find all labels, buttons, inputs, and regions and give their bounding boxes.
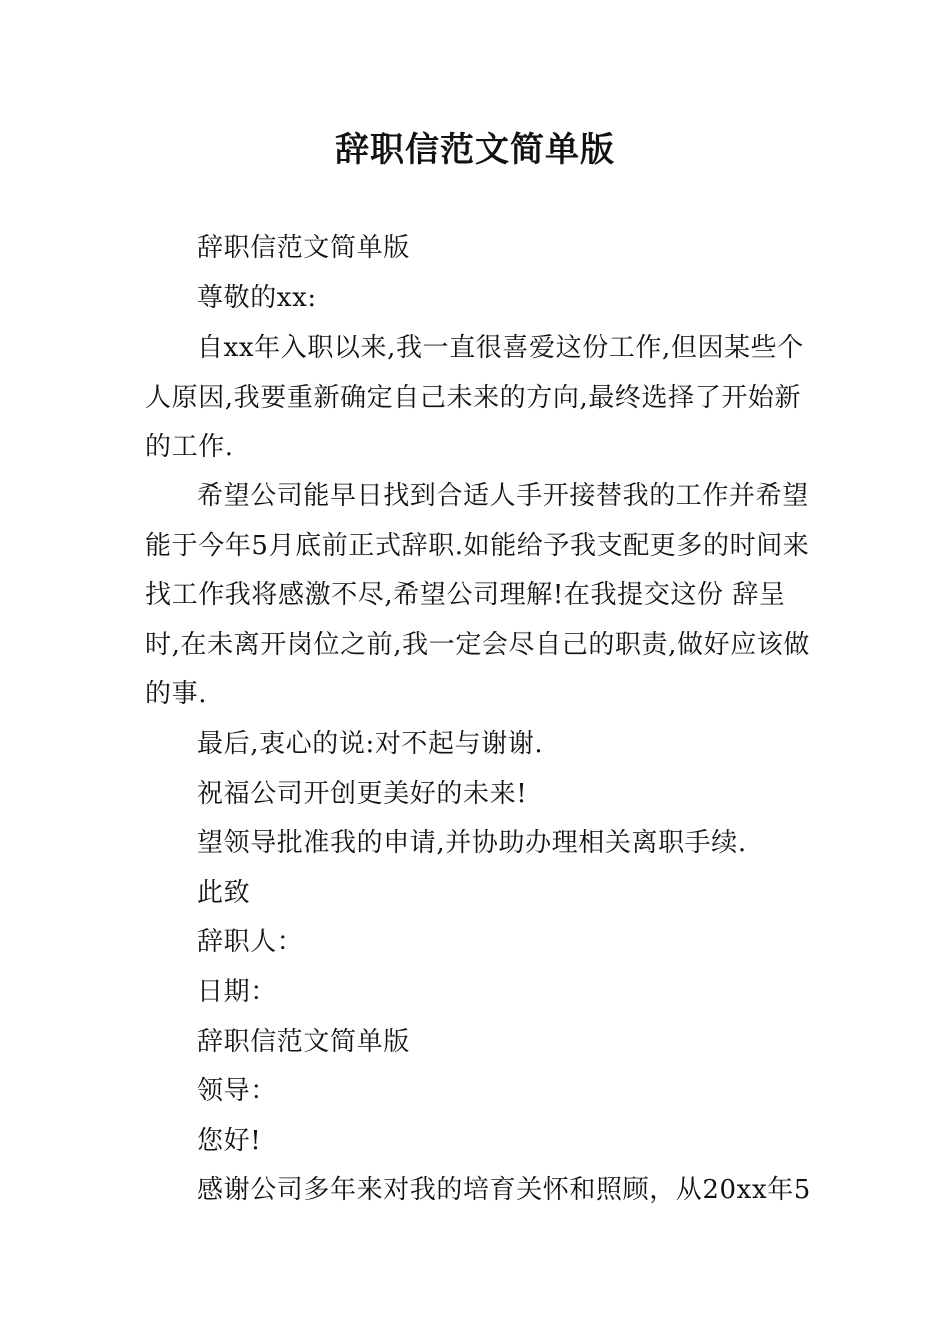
- paragraph-salutation: 尊敬的xx:: [197, 283, 317, 313]
- paragraph-greeting: 您好!: [197, 1126, 262, 1156]
- paragraph-date: 日期：: [197, 977, 277, 1007]
- paragraph-intro: 自xx年入职以来,我一直很喜爱这份工作,但因某些个人原因,我要重新确定自己未来的方向,最终选择了开始新的工作.: [145, 333, 804, 462]
- paragraph-regards: 此致: [197, 878, 251, 908]
- paragraph-wishes: 祝福公司开创更美好的未来!: [197, 779, 528, 809]
- paragraph-subtitle: 辞职信范文简单版: [197, 233, 410, 263]
- paragraph-signer: 辞职人：: [197, 927, 304, 957]
- paragraph-request: 希望公司能早日找到合适人手开接替我的工作并希望能于今年5月底前正式辞职.如能给予我支配更多的时间来找工作我将感激不尽,希望公司理解!在我提交这份 辞呈时,在未离开岗位之前,我一定会尽自己的职责,做好应该做的事.: [145, 481, 810, 709]
- paragraph-closing-thanks: 最后,衷心的说:对不起与谢谢.: [197, 729, 544, 759]
- document-title: 辞职信范文简单版: [335, 130, 615, 170]
- paragraph-second-salutation: 领导：: [197, 1076, 277, 1106]
- paragraph-second-subtitle: 辞职信范文简单版: [197, 1027, 410, 1057]
- paragraph-approval-request: 望领导批准我的申请,并协助办理相关离职手续.: [197, 828, 747, 858]
- paragraph-gratitude: 感谢公司多年来对我的培育关怀和照顾，从20xx年5: [197, 1175, 811, 1205]
